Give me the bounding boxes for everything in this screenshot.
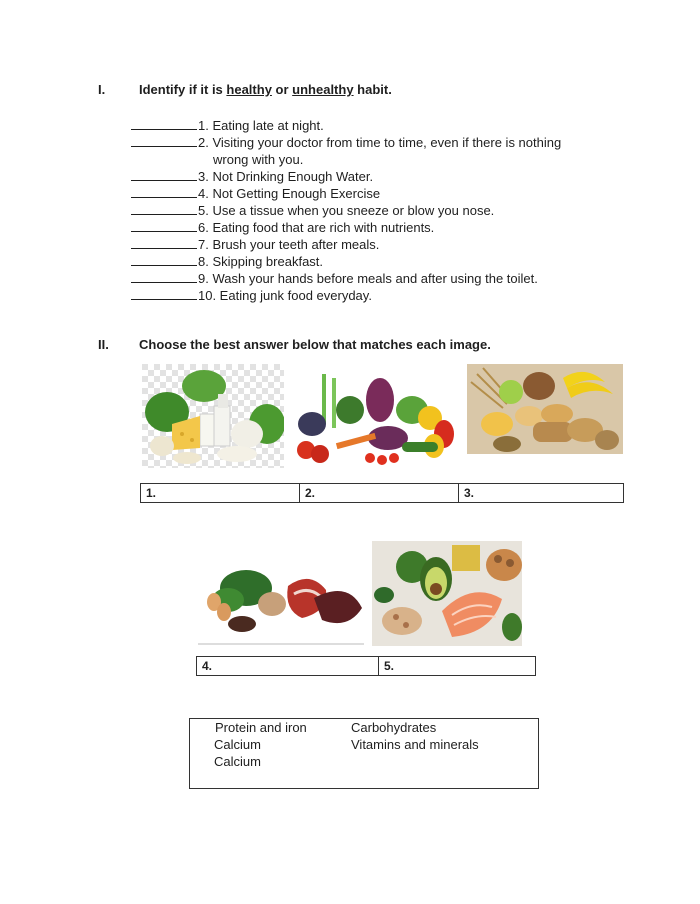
dairy-image [142, 364, 284, 468]
habit-list [131, 117, 601, 304]
list-item: 6. Eating food that are rich with nutrients. [131, 219, 601, 236]
answer-row-2 [196, 656, 536, 676]
answer-cell-4[interactable]: 4. [197, 657, 379, 675]
list-item: 8. Skipping breakfast. [131, 253, 601, 270]
answer-blank[interactable] [131, 185, 197, 198]
vegetables-image [292, 372, 458, 468]
list-item: 10. Eating junk food everyday. [131, 287, 601, 304]
list-item: 1. Eating late at night. [131, 117, 601, 134]
answer-blank[interactable] [131, 168, 197, 181]
section-2-number: II. [98, 337, 109, 352]
list-item: 2. Visiting your doctor from time to time, even if there is nothing wrong with you. [131, 134, 601, 168]
list-item: 7. Brush your teeth after meals. [131, 236, 601, 253]
answer-blank[interactable] [131, 202, 197, 215]
answer-cell-1[interactable]: 1. [141, 484, 300, 502]
choices-box [189, 718, 539, 789]
choice-calcium-2: Calcium [214, 754, 261, 769]
list-item: 5. Use a tissue when you sneeze or blow you nose. [131, 202, 601, 219]
list-item: 3. Not Drinking Enough Water. [131, 168, 601, 185]
section-1-title: Identify if it is healthy or unhealthy habit. [139, 82, 392, 97]
answer-blank[interactable] [131, 270, 197, 283]
answer-blank[interactable] [131, 134, 197, 147]
answer-blank[interactable] [131, 219, 197, 232]
answer-cell-3[interactable]: 3. [464, 486, 475, 500]
answer-blank[interactable] [131, 117, 197, 130]
section-2-title: Choose the best answer below that matches each image. [139, 337, 491, 352]
healthy-fats-image [372, 541, 522, 646]
section-1-number: I. [98, 82, 106, 97]
answer-cell-5[interactable]: 5. [384, 659, 395, 673]
choice-calcium: Calcium [214, 737, 261, 752]
answer-blank[interactable] [131, 236, 197, 249]
answer-blank[interactable] [131, 253, 197, 266]
choice-vitamins-minerals: Vitamins and minerals [351, 737, 479, 752]
answer-blank[interactable] [131, 287, 197, 300]
choice-protein-iron: Protein and iron [215, 720, 307, 735]
carbohydrates-image [467, 364, 623, 454]
answer-cell-2[interactable]: 2. [300, 484, 459, 502]
choice-carbohydrates: Carbohydrates [351, 720, 437, 735]
answer-row-1 [140, 483, 624, 503]
list-item: 9. Wash your hands before meals and after using the toilet. [131, 270, 601, 287]
list-item: 4. Not Getting Enough Exercise [131, 185, 601, 202]
protein-iron-image [198, 560, 364, 646]
